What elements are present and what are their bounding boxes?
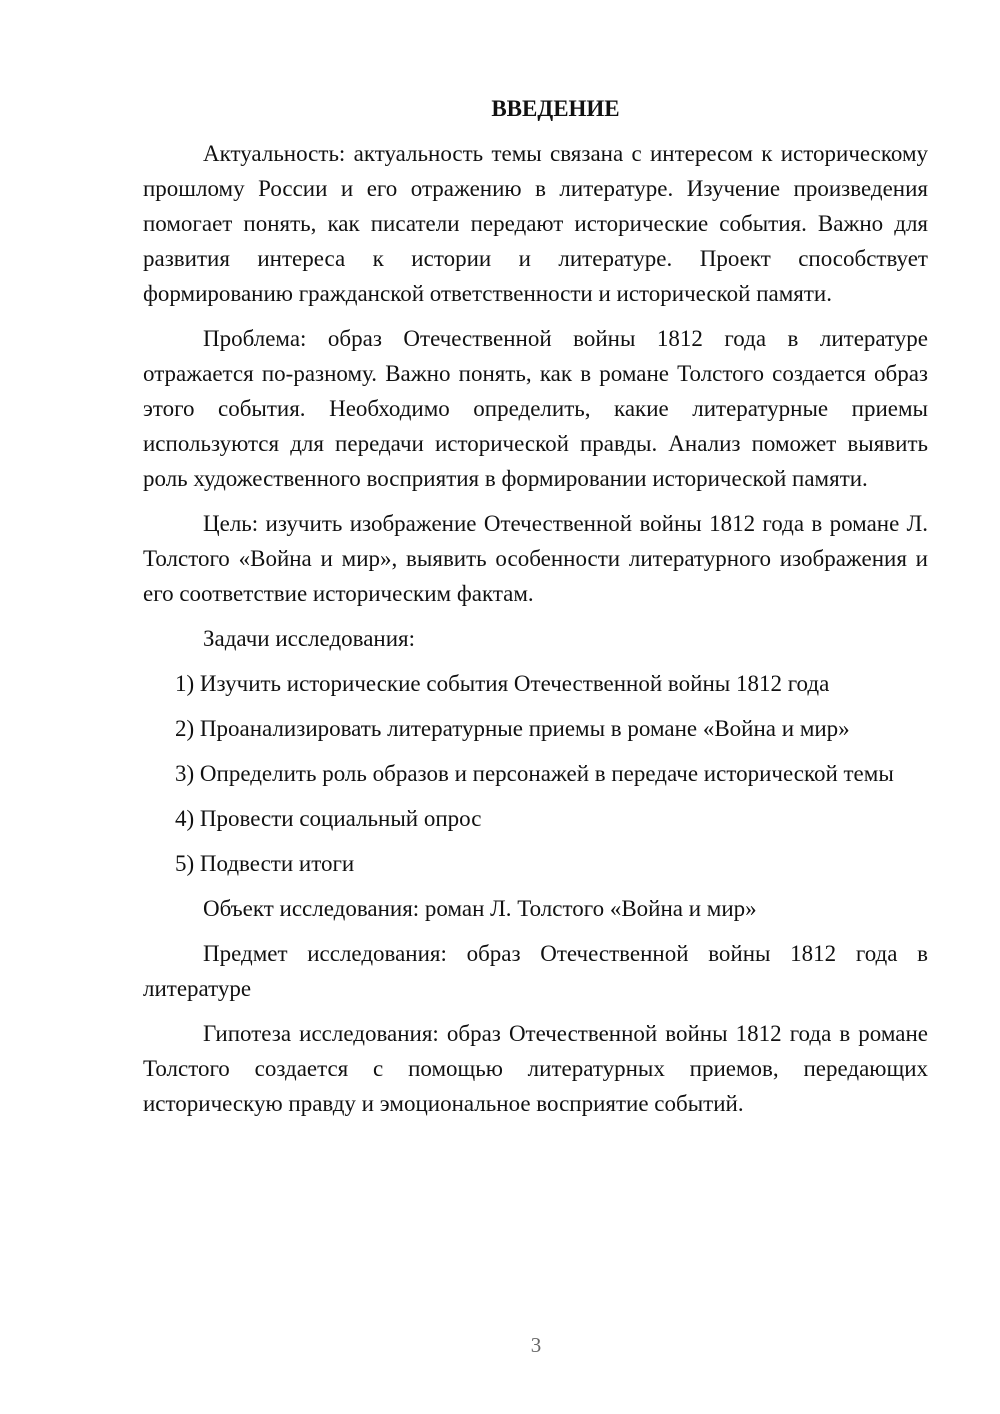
task-item-3: 3) Определить роль образов и персонажей в передаче исторической темы [175,761,894,786]
task-item-1: 1) Изучить исторические события Отечественной войны 1812 года [175,671,830,696]
goal-paragraph: Цель: изучить изображение Отечественной войны 1812 года в романе Л. Толстого «Война и мир», выявить особенности литературного изображения и его соответствие историческим фактам. [143,511,928,606]
subject-paragraph: Предмет исследования: образ Отечественной войны 1812 года в литературе [143,941,928,1001]
task-item-5: 5) Подвести итоги [175,851,355,876]
section-title: ВВЕДЕНИЕ [491,96,620,121]
page-number: 3 [530,1333,542,1357]
tasks-heading: Задачи исследования: [203,626,416,651]
object-paragraph: Объект исследования: роман Л. Толстого «Война и мир» [203,896,757,921]
page-content [143,91,928,1131]
problem-paragraph: Проблема: образ Отечественной войны 1812 года в литературе отражается по-разному. Важно понять, как в романе Толстого создается образ этого события. Необходимо определить, какие литературные приемы используются для передачи исторической правды. Анализ поможет выявить роль художественного восприятия в формировании исторической памяти. [143,326,928,491]
task-item-2: 2) Проанализировать литературные приемы в романе «Война и мир» [175,716,850,741]
relevance-paragraph: Актуальность: актуальность темы связана с интересом к историческому прошлому России и его отражению в литературе. Изучение произведения помогает понять, как писатели передают исторические события. Важно для развития интереса к истории и литературе. Проект способствует формированию гражданской ответственности и исторической памяти. [143,141,928,306]
task-item-4: 4) Провести социальный опрос [175,806,482,831]
hypothesis-paragraph: Гипотеза исследования: образ Отечественной войны 1812 года в романе Толстого создается с помощью литературных приемов, передающих историческую правду и эмоциональное восприятие событий. [143,1021,928,1116]
